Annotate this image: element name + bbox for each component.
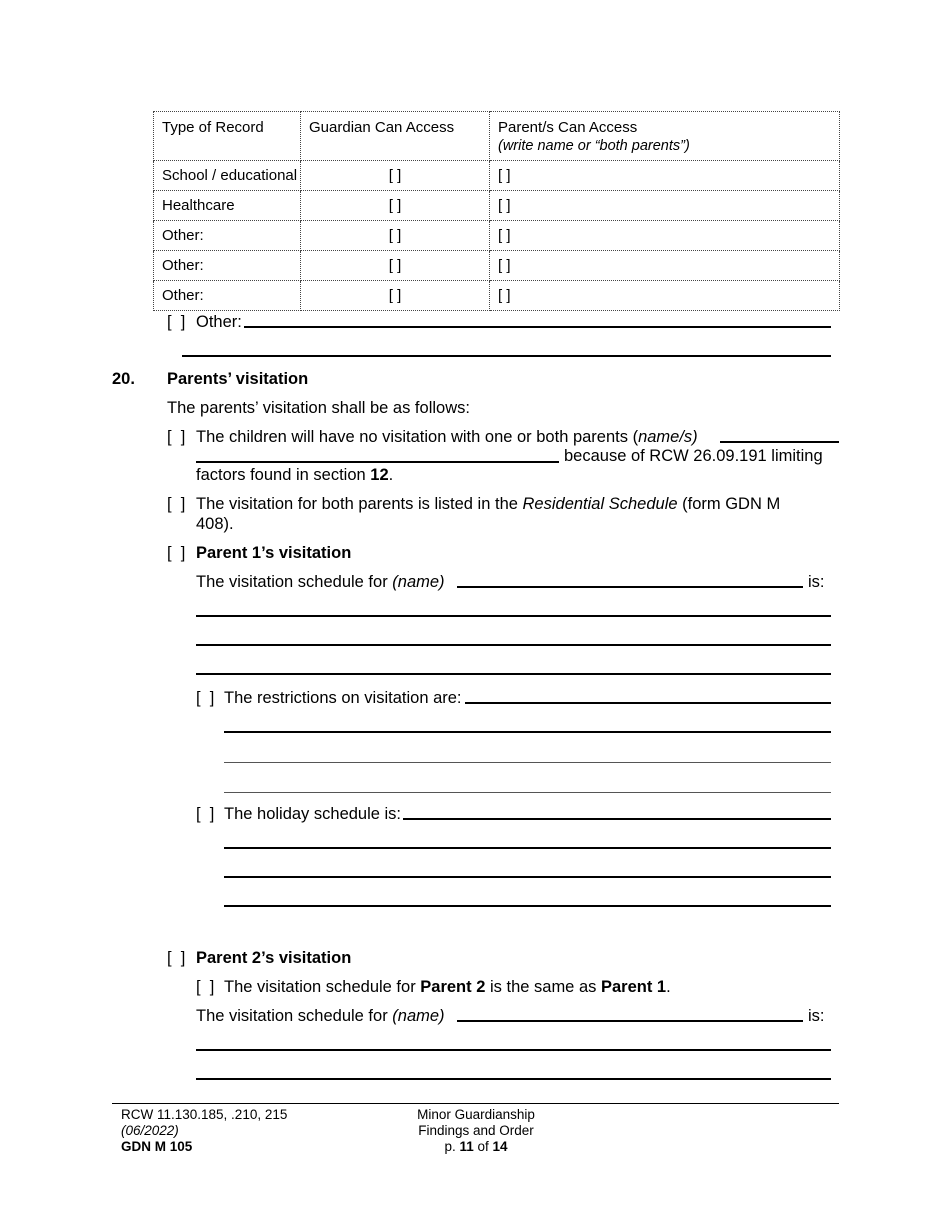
parent1-schedule-line[interactable] [196,644,831,646]
no-visitation-text-c [196,465,393,485]
same-bold-parent2: Parent 2 [420,978,486,996]
section-number: 20. [112,370,135,388]
table-row [154,281,840,311]
parent1-schedule-suffix: is: [808,573,825,591]
restrictions-checkbox[interactable]: [ ] [196,689,215,707]
page-prefix: p. [444,1139,460,1154]
footer-left [121,1107,287,1155]
footer-title-1: Minor Guardianship [417,1107,535,1122]
parent2-name-input-line[interactable] [457,1020,803,1022]
same-text-b: is the same as [485,978,601,996]
records-access-table [153,111,840,311]
parent1-schedule-prefix: The visitation schedule for [196,573,393,591]
residential-text-b: (form GDN M [677,495,781,513]
parent-names-input-line-2[interactable] [196,461,559,463]
holiday-label: The holiday schedule is: [224,805,402,823]
footer-divider [112,1103,839,1104]
period: . [388,466,394,484]
holiday-checkbox[interactable]: [ ] [196,805,215,823]
footer-date: (06/2022) [121,1123,179,1138]
parent-names-input-line[interactable] [720,441,839,443]
record-type-cell[interactable]: Other: [154,281,301,311]
parent2-schedule-prefix: The visitation schedule for [196,1007,393,1025]
header-parents-hint: (write name or “both parents”) [498,138,690,154]
header-parents-label: Parent/s Can Access [498,119,638,136]
page-total: 14 [492,1139,508,1154]
footer-form-number: GDN M 105 [121,1139,193,1154]
same-text-a: The visitation schedule for [224,978,421,996]
holiday-line[interactable] [224,905,831,907]
holiday-input-line[interactable] [403,818,831,820]
parents-checkbox[interactable]: [ ] [490,251,840,281]
residential-text-c: 408). [196,515,234,533]
footer-rcw: RCW 11.130.185, .210, 215 [121,1107,288,1122]
parent1-schedule-line[interactable] [196,673,831,675]
no-visitation-text-a: The children will have no visitation with one or both parents ( [196,428,639,446]
residential-text-a: The visitation for both parents is listed in the [196,495,523,513]
parent1-schedule-label [196,572,445,592]
page-current: 11 [459,1139,474,1154]
residential-schedule-title: Residential Schedule [522,495,678,513]
parents-checkbox[interactable]: [ ] [490,281,840,311]
residential-schedule-text [196,494,780,514]
parent2-name-hint: (name) [392,1007,445,1025]
parent2-schedule-label [196,1006,445,1026]
restrictions-label: The restrictions on visitation are: [224,689,462,707]
header-type-of-record: Type of Record [154,112,301,161]
restrictions-input-line[interactable] [465,702,831,704]
guardian-checkbox[interactable]: [ ] [301,191,490,221]
guardian-checkbox[interactable]: [ ] [301,161,490,191]
footer-center [396,1107,556,1155]
no-visitation-checkbox[interactable]: [ ] [167,428,186,446]
parent1-schedule-line[interactable] [196,615,831,617]
header-parents-access [490,112,840,161]
footer-title-2: Findings and Order [418,1123,534,1138]
section-ref: 12 [370,466,389,484]
table-row [154,251,840,281]
parent1-visitation-checkbox[interactable]: [ ] [167,544,186,562]
no-visitation-text [196,427,698,447]
guardian-checkbox[interactable]: [ ] [301,281,490,311]
parent2-schedule-line[interactable] [196,1078,831,1080]
same-text-end: . [666,978,671,996]
record-type-cell[interactable]: Other: [154,221,301,251]
parents-checkbox[interactable]: [ ] [490,161,840,191]
guardian-checkbox[interactable]: [ ] [301,251,490,281]
table-header-row [154,112,840,161]
other-input-line[interactable] [244,326,831,328]
record-type-cell: Healthcare [154,191,301,221]
parents-checkbox[interactable]: [ ] [490,191,840,221]
residential-schedule-checkbox[interactable]: [ ] [167,495,186,513]
page-of: of [473,1139,493,1154]
same-schedule-checkbox[interactable]: [ ] [196,978,215,996]
table-row [154,221,840,251]
restrictions-line[interactable] [224,731,831,733]
restrictions-line[interactable] [224,792,831,793]
other-checkbox[interactable]: [ ] [167,313,186,331]
no-visitation-name-hint: name/s) [638,428,698,446]
parent2-schedule-line[interactable] [196,1049,831,1051]
holiday-line[interactable] [224,847,831,849]
section-title: Parents’ visitation [167,370,309,388]
table-row [154,191,840,221]
parent2-visitation-checkbox[interactable]: [ ] [167,949,186,967]
guardian-checkbox[interactable]: [ ] [301,221,490,251]
factors-text: factors found in section [196,466,371,484]
other-label: Other: [196,313,242,331]
parent1-visitation-title: Parent 1’s visitation [196,544,352,562]
same-schedule-text [224,977,671,997]
same-bold-parent1: Parent 1 [600,978,667,996]
parent1-name-hint: (name) [392,573,445,591]
restrictions-line[interactable] [224,762,831,763]
record-type-cell: School / educational [154,161,301,191]
holiday-line[interactable] [224,876,831,878]
parent2-visitation-title: Parent 2’s visitation [196,949,352,967]
record-type-cell[interactable]: Other: [154,251,301,281]
parent1-name-input-line[interactable] [457,586,803,588]
section-intro: The parents’ visitation shall be as follows: [167,399,470,417]
footer-page-number [396,1139,556,1155]
table-row [154,161,840,191]
parents-checkbox[interactable]: [ ] [490,221,840,251]
no-visitation-text-b: because of RCW 26.09.191 limiting [564,447,823,465]
parent2-schedule-suffix: is: [808,1007,825,1025]
other-input-line-2[interactable] [182,355,831,357]
header-guardian-access: Guardian Can Access [301,112,490,161]
